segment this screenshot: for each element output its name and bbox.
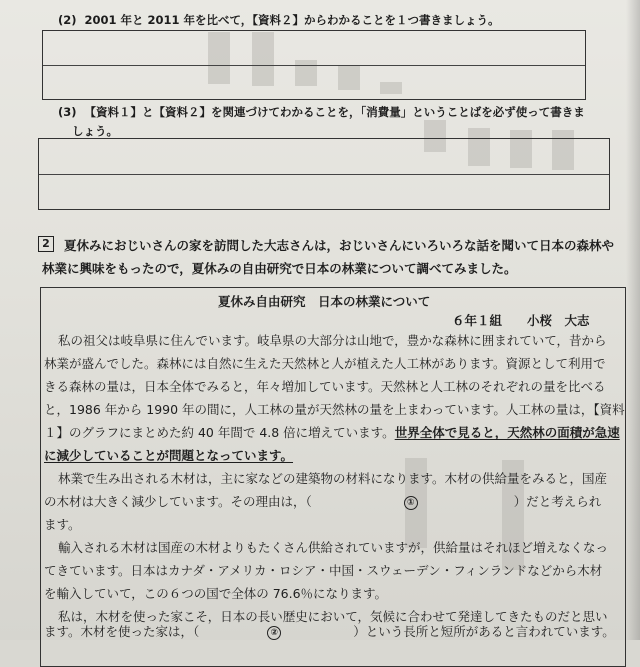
blank-2-marker[interactable]: ② [267, 626, 281, 640]
section-2-intro-line-2: 林業に興味をもったので，夏休みの自由研究で日本の林業について調べてみました。 [42, 261, 517, 276]
answer-box-divider [39, 174, 609, 175]
report-paragraph-3-line-2: てきています。日本はカナダ・アメリカ・ロシア・中国・スウェーデン・フィンランドなどから木材 [44, 563, 603, 578]
report-paragraph-3-line-1: 輸入される木材は国産の木材よりもたくさん供給されていますが，供給量はそれほど増えなくなっ [58, 540, 609, 555]
report-paragraph-2-line-2 [44, 492, 601, 510]
report-paragraph-4-line-1: 私は，木材を使った家こそ，日本の長い歴史において，気候に合わせて発達してきたものだと思い [58, 609, 608, 624]
question-2-answer-box[interactable] [42, 30, 586, 100]
report-title: 夏休み自由研究 日本の林業について [218, 294, 431, 309]
question-3-number: (3) [58, 105, 77, 119]
question-3-prompt-line-1: 【資料１】と【資料２】を関連づけてわかることを，「消費量」ということばを必ず使って書きま [84, 105, 585, 119]
question-3-prompt-line-2: しょう。 [72, 124, 118, 138]
question-2-prompt: 2001 年と 2011 年を比べて，【資料２】からわかることを１つ書きましょう。 [84, 13, 500, 27]
report-paragraph-1-line-3: きる森林の量は，日本全体でみると，年々増加しています。天然林と人工林のそれぞれの量を比べる [44, 379, 606, 394]
paper-edge-shadow [626, 0, 640, 640]
report-line-5-text: １】のグラフにまとめた約 40 年間で 4.8 倍に増えています。 [44, 425, 395, 440]
report-paragraph-4-line-2 [44, 622, 615, 640]
report-paragraph-3-line-3: を輸入していて，この６つの国で全体の 76.6％になります。 [44, 586, 388, 601]
report-paragraph-2-line-3: ます。 [44, 517, 81, 532]
report-blank-1-prefix: の木材は大きく減少しています。その理由は，（ [44, 494, 312, 509]
report-blank-2-suffix: ）という長所と短所があると言われています。 [353, 624, 615, 639]
report-paragraph-1-line-2: 林業が盛んでした。森林には自然に生えた天然林と人が植えた人工林があります。資源として利用で [44, 356, 606, 371]
report-blank-2-prefix: ます。木材を使った家は，（ [44, 624, 200, 639]
report-underlined-text-a: 世界全体で見ると，天然林の面積が急速 [394, 425, 620, 440]
report-paragraph-1-line-4: と，1986 年から 1990 年の間に，人工林の量が天然林の量を上まわっています。人工林の量は，【資料 [44, 402, 625, 417]
report-underlined-text-b: に減少していることが問題となっています。 [44, 448, 294, 463]
question-2-text [58, 12, 500, 28]
report-paragraph-1-line-1: 私の祖父は岐阜県に住んでいます。岐阜県の大部分は山地で，豊かな森林に囲まれていて，昔から [58, 333, 607, 348]
question-3-line-2 [72, 123, 118, 139]
section-2-number: 2 [38, 236, 54, 252]
report-author: ６年１組 小桜 大志 [452, 313, 590, 328]
blank-1-marker[interactable]: ① [404, 496, 418, 510]
report-blank-1-suffix: ）だと考えられ [513, 494, 602, 509]
question-3-answer-box[interactable] [38, 138, 610, 210]
report-paragraph-1-line-5 [44, 423, 620, 441]
answer-box-divider [43, 65, 585, 66]
section-2-intro-line-1: 夏休みにおじいさんの家を訪問した大志さんは，おじいさんにいろいろな話を聞いて日本の森林や [64, 238, 615, 253]
question-2-number: (2) [58, 13, 77, 27]
report-paragraph-2-line-1: 林業で生み出される木材は，主に家などの建築物の材料になります。木材の供給量をみると，国産 [58, 471, 608, 486]
question-3-line-1 [58, 104, 585, 120]
